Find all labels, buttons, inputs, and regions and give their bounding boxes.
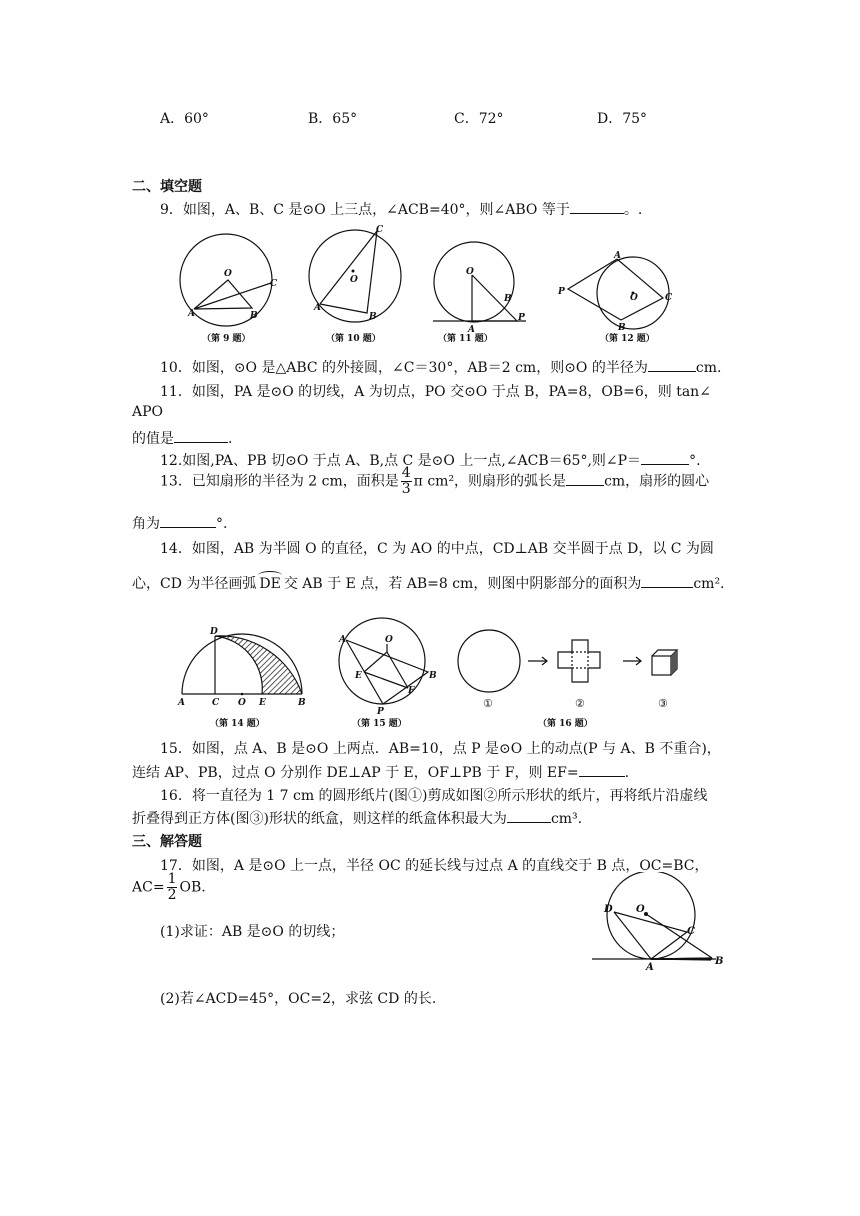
svg-text:B: B: [250, 311, 258, 321]
svg-text:A: A: [646, 962, 654, 972]
question-11: 11．如图，PA 是⊙O 的切线，A 为切点，PO 交⊙O 于点 B，PA=8，OB=6，则 tan∠: [160, 384, 711, 400]
svg-text:D: D: [210, 627, 218, 637]
question-17-part-2: (2)若∠ACD=45°，OC=2，求弦 CD 的长.: [160, 991, 437, 1007]
question-16: 16．将一直径为 1 7 cm 的圆形纸片(图①)剪成如图②所示形状的纸片，再将纸片沿虚线: [160, 788, 708, 804]
fraction-one-half: $\frac{1}{2}$: [167, 871, 177, 903]
question-12: 12.如图,PA、PB 切⊙O 于点 A、B,点 C 是⊙O 上一点,∠ACB＝65°,则∠P＝ °.: [160, 453, 701, 469]
question-17: 17．如图，A 是⊙O 上一点，半径 OC 的延长线与过点 A 的直线交于 B 点，OC=BC，: [160, 858, 709, 874]
svg-text:（第 14 题）: （第 14 题）: [210, 719, 265, 729]
figure-question-17: [588, 872, 738, 972]
answer-blank: [648, 359, 696, 372]
svg-text:O: O: [630, 293, 638, 303]
svg-text:A: A: [468, 325, 475, 335]
svg-text:E: E: [355, 671, 362, 681]
question-14: 14．如图，AB 为半圆 O 的直径，C 为 AO 的中点，CD⊥AB 交半圆于点 D，以 C 为圆: [160, 541, 714, 557]
section-fill-in-title: 二、填空题: [132, 179, 202, 195]
svg-text:O: O: [350, 275, 358, 285]
question-17-part-1: (1)求证：AB 是⊙O 的切线；: [160, 924, 345, 940]
svg-text:（第 12 题）: （第 12 题）: [600, 334, 655, 344]
svg-text:B: B: [715, 956, 724, 967]
figures-row-2: [172, 614, 692, 732]
question-14-cont: 心，CD 为半径画弧 DE 交 AB 于 E 点，若 AB=8 cm，则图中阴影部分的面积为 cm².: [132, 576, 725, 592]
question-15-cont: 连结 AP、PB，过点 O 分别作 DE⊥AP 于 E，OF⊥PB 于 F，则 EF= .: [132, 765, 630, 781]
svg-text:O: O: [224, 269, 232, 279]
svg-text:B: B: [504, 294, 512, 304]
section-answer-title: 三、解答题: [132, 834, 202, 850]
question-15: 15．如图，点 A、B 是⊙O 上两点．AB=10，点 P 是⊙O 上的动点(P 与 A、B 不重合)，: [160, 741, 721, 757]
svg-text:（第 10 题）: （第 10 题）: [326, 334, 381, 344]
question-10: 10．如图，⊙O 是△ABC 的外接圆，∠C＝30°，AB＝2 cm，则⊙O 的半径为 cm.: [160, 360, 722, 376]
svg-text:P: P: [377, 707, 384, 717]
svg-text:（第 11 题）: （第 11 题）: [438, 334, 493, 344]
question-16-cont: 折叠得到正方体(图③)形状的纸盒，则这样的纸盒体积最大为 cm³.: [132, 811, 583, 827]
svg-text:A: A: [188, 309, 195, 319]
svg-text:①: ①: [483, 697, 493, 710]
svg-text:（第 15 题）: （第 15 题）: [352, 719, 407, 729]
svg-text:（第 9 题）: （第 9 题）: [202, 334, 251, 344]
answer-blank: [174, 430, 228, 443]
svg-text:B: B: [429, 671, 437, 681]
option-a: A．60°: [160, 111, 209, 127]
question-11-cont: APO: [132, 404, 164, 420]
option-b: B．65°: [308, 111, 358, 127]
fraction-four-thirds: $\frac{4}{3}$: [401, 465, 411, 497]
svg-text:P: P: [558, 287, 565, 297]
svg-text:C: C: [687, 926, 695, 937]
svg-text:D: D: [604, 904, 613, 915]
svg-text:B: B: [298, 698, 306, 708]
svg-text:P: P: [518, 313, 525, 323]
svg-text:（第 16 题）: （第 16 题）: [538, 719, 593, 729]
svg-text:O: O: [238, 698, 246, 708]
question-17-cont: AC= $\frac{1}{2}$ OB.: [132, 871, 206, 903]
answer-blank: [641, 452, 689, 465]
svg-text:A: A: [339, 635, 346, 645]
option-d: D．75°: [597, 111, 648, 127]
svg-text:B: B: [369, 312, 377, 322]
svg-text:③: ③: [658, 697, 668, 710]
arc-de-label: DE: [259, 576, 281, 592]
svg-text:B: B: [618, 323, 626, 333]
question-9: 9．如图，A、B、C 是⊙O 上三点，∠ACB=40°，则∠ABO 等于 。.: [160, 202, 643, 218]
svg-text:A: A: [178, 698, 185, 708]
answer-blank: [507, 810, 551, 823]
answer-blank: [570, 201, 624, 214]
svg-text:E: E: [259, 698, 266, 708]
svg-text:C: C: [376, 225, 384, 235]
svg-text:O: O: [385, 635, 393, 645]
svg-text:A: A: [614, 251, 621, 261]
option-c: C．72°: [454, 111, 504, 127]
answer-blank: [579, 764, 625, 777]
svg-text:C: C: [270, 279, 278, 289]
answer-blank: [641, 575, 693, 588]
question-13: 13．已知扇形的半径为 2 cm，面积是 $\frac{4}{3}$ π cm²，则扇形的弧长是 cm，扇形的圆心: [160, 465, 710, 497]
svg-text:O: O: [636, 904, 645, 915]
svg-text:A: A: [314, 303, 321, 313]
svg-text:O: O: [466, 267, 474, 277]
question-13-cont: 角为 °.: [132, 516, 228, 532]
svg-text:②: ②: [575, 697, 585, 710]
answer-blank: [566, 473, 604, 486]
svg-text:C: C: [665, 293, 673, 303]
figures-row-1: [170, 222, 690, 350]
question-11-answer-line: 的值是 .: [132, 431, 233, 447]
svg-text:F: F: [408, 686, 415, 696]
svg-text:C: C: [212, 698, 220, 708]
answer-blank: [160, 515, 216, 528]
